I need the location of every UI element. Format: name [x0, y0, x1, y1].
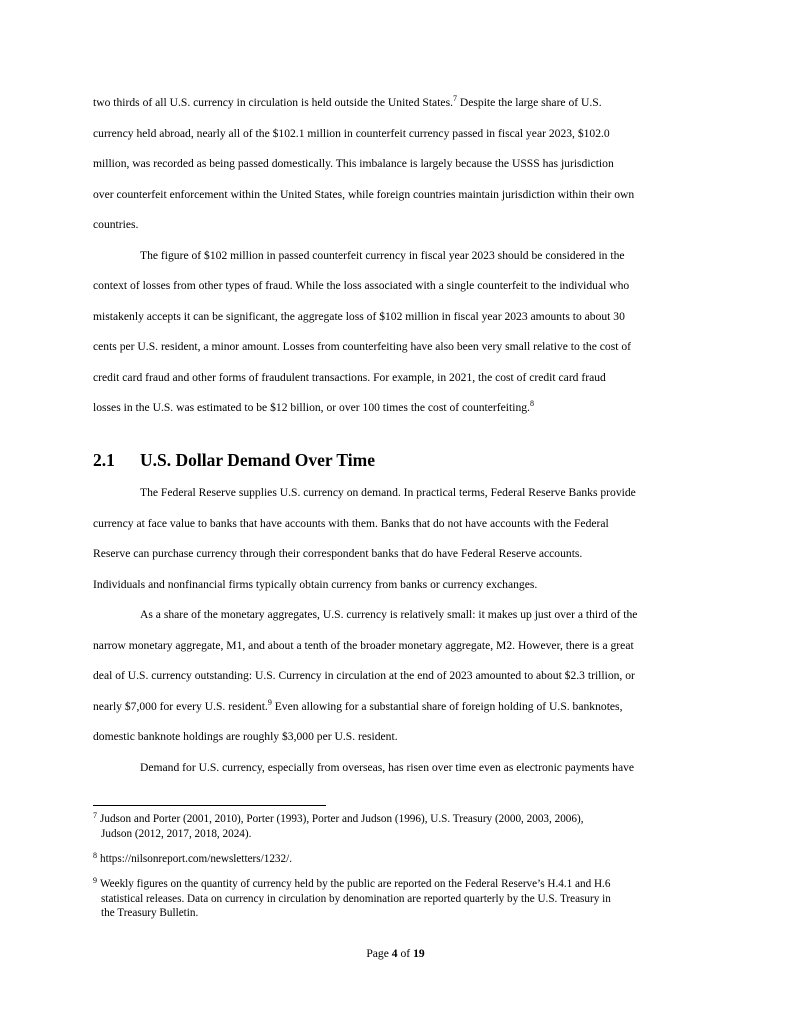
- footnote-mark: 8: [93, 851, 97, 860]
- line-text: over counterfeit enforcement within the United States, while foreign countries maintain jurisdiction within their own: [93, 187, 635, 201]
- text-line: [93, 393, 699, 424]
- footnote-7: [93, 812, 703, 841]
- line-text: narrow monetary aggregate, M1, and about a tenth of the broader monetary aggregate, M2. However, there is a great: [93, 638, 634, 652]
- line-text: The figure of $102 million in passed counterfeit currency in fiscal year 2023 should be considered in the: [140, 248, 625, 262]
- line-text: Demand for U.S. currency, especially from overseas, has risen over time even as electronic payments have: [140, 760, 635, 774]
- text-line: [93, 180, 699, 211]
- line-text: Individuals and nonfinancial firms typically obtain currency from banks or currency exchanges.: [93, 577, 538, 591]
- page-current: 4: [391, 947, 398, 960]
- text-line: [93, 570, 699, 601]
- line-text: Reserve can purchase currency through their correspondent banks that do have Federal Reserve accounts.: [93, 547, 583, 560]
- footnote-mark: 9: [93, 876, 97, 885]
- text-line: [93, 119, 699, 150]
- line-text: currency at face value to banks that have accounts with them. Banks that do not have accounts with the Federal: [93, 516, 609, 530]
- text-line: [93, 509, 699, 540]
- line-text: cents per U.S. resident, a minor amount. Losses from counterfeiting have also been very small relative to the cost of: [93, 340, 631, 353]
- text-line: [93, 631, 699, 662]
- footnote-text: statistical releases. Data on currency in circulation by denomination are reported quarterly by the U.S. Treasury in: [101, 892, 611, 905]
- text-line: [93, 363, 699, 394]
- text-line: [93, 722, 699, 753]
- text-line: [93, 600, 699, 631]
- paragraph: [93, 753, 699, 784]
- line-text: Even allowing for a substantial share of foreign holding of U.S. banknotes,: [271, 699, 623, 713]
- footnote-text: Judson and Porter (2001, 2010), Porter (1993), Porter and Judson (1996), U.S. Treasury (2000, 2003, 2006),: [100, 813, 584, 825]
- text-line: [93, 478, 699, 509]
- line-text: The Federal Reserve supplies U.S. currency on demand. In practical terms, Federal Reserve Banks provide: [140, 486, 636, 499]
- footnote-link[interactable]: https://nilsonreport.com/newsletters/1232/.: [100, 853, 293, 865]
- paragraph: [93, 241, 699, 424]
- text-line: [93, 88, 699, 119]
- section-number: 2.1: [93, 450, 115, 470]
- footnote-9: [93, 877, 703, 921]
- line-text: two thirds of all U.S. currency in circulation is held outside the United States.: [93, 96, 453, 109]
- line-text: losses in the U.S. was estimated to be $12 billion, or over 100 times the cost of counterfeiting.: [93, 401, 530, 414]
- line-text: mistakenly accepts it can be significant, the aggregate loss of $102 million in fiscal year 2023 amounts to about 30: [93, 309, 625, 323]
- paragraph: [93, 600, 699, 753]
- footnote-8: [93, 852, 703, 867]
- footnote-separator: [93, 805, 326, 806]
- footnote-reference[interactable]: 7: [452, 94, 457, 103]
- line-text: currency held abroad, nearly all of the $102.1 million in counterfeit currency passed in fiscal year 2023, $102.0: [93, 126, 610, 140]
- line-text: Despite the large share of U.S.: [456, 96, 602, 109]
- section-heading: [93, 446, 375, 474]
- line-text: million, was recorded as being passed domestically. This imbalance is largely because the USSS has jurisdiction: [93, 157, 614, 170]
- text-line: [93, 149, 699, 180]
- text-line: [93, 692, 699, 723]
- footnote-text: Weekly figures on the quantity of currency held by the public are reported on the Federal Reserve’s H.4.1 and H.6: [100, 878, 611, 890]
- text-line: [93, 539, 699, 570]
- text-line: [93, 241, 699, 272]
- line-text: credit card fraud and other forms of fraudulent transactions. For example, in 2021, the cost of credit card fraud: [93, 370, 606, 384]
- body-text-top: [93, 88, 699, 424]
- line-text: domestic banknote holdings are roughly $3,000 per U.S. resident.: [93, 730, 398, 743]
- text-line: [93, 302, 699, 333]
- section-title: U.S. Dollar Demand Over Time: [140, 450, 375, 470]
- footnote-reference[interactable]: 8: [529, 399, 534, 408]
- text-line: [93, 661, 699, 692]
- page-of: of: [400, 947, 411, 960]
- footnote-mark: 7: [93, 811, 97, 820]
- line-text: countries.: [93, 218, 139, 231]
- page-label: Page: [366, 947, 389, 960]
- paragraph: [93, 88, 699, 241]
- body-text-bottom: [93, 478, 699, 783]
- footnote-reference[interactable]: 9: [267, 697, 272, 707]
- line-text: deal of U.S. currency outstanding: U.S. Currency in circulation at the end of 2023 amounted to about $2.3 trillion, or: [93, 669, 635, 682]
- line-text: nearly $7,000 for every U.S. resident.: [93, 699, 268, 713]
- paragraph: [93, 478, 699, 600]
- line-text: As a share of the monetary aggregates, U.S. currency is relatively small: it makes up just over a third of the: [140, 608, 638, 621]
- footnote-text: the Treasury Bulletin.: [101, 907, 199, 919]
- page-total: 19: [413, 947, 425, 960]
- text-line: [93, 271, 699, 302]
- page-number: [0, 947, 791, 960]
- text-line: [93, 332, 699, 363]
- footnote-text: Judson (2012, 2017, 2018, 2024).: [101, 827, 252, 840]
- text-line: [93, 753, 699, 784]
- line-text: context of losses from other types of fraud. While the loss associated with a single counterfeit to the individual who: [93, 279, 630, 292]
- text-line: [93, 210, 699, 241]
